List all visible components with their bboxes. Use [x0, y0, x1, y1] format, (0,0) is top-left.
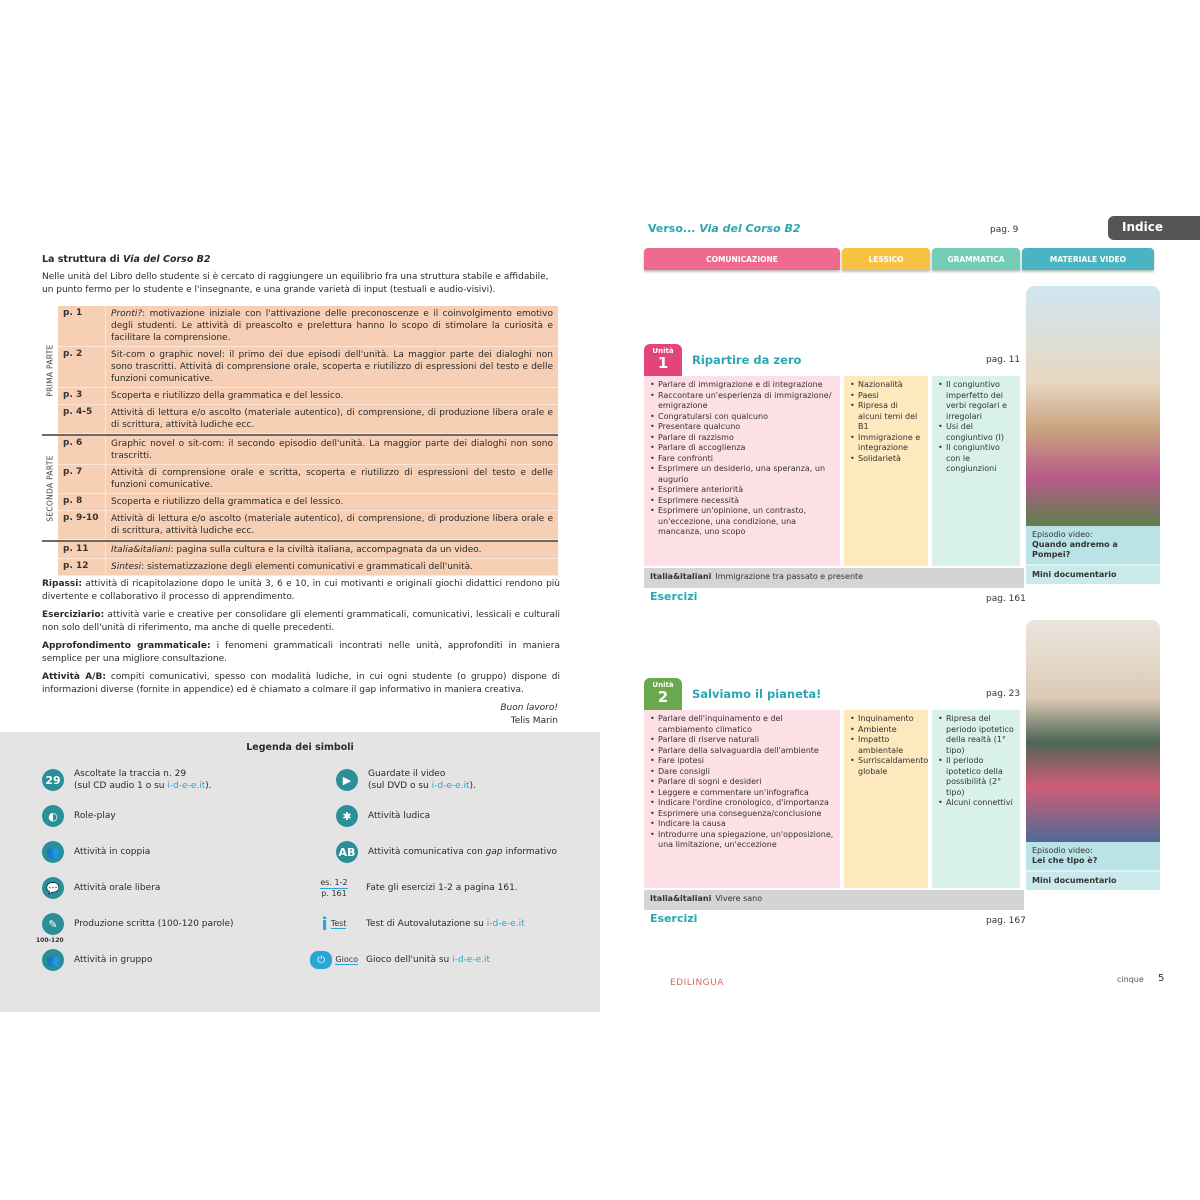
note-paragraph: Ripassi: attività di ricapitolazione dopo le unità 3, 6 e 10, in cui motivanti e originali giochi didattici rendono più divertente e collaborativo il processo di apprendimento.	[42, 579, 560, 602]
grammatica-column	[932, 710, 1020, 888]
column-header-comunicazione: COMUNICAZIONE	[644, 248, 840, 270]
puzzle-icon: ✱	[336, 805, 358, 827]
list-item: • Ambiente	[850, 725, 922, 736]
list-item: • Impatto ambientale	[850, 735, 922, 756]
lessico-column	[844, 710, 928, 888]
legend-item: 👥 Attività in coppia	[42, 834, 234, 870]
list-item: • Esprimere una conseguenza/conclusione	[650, 809, 834, 820]
list-item: • Parlare della salvaguardia dell'ambiente	[650, 746, 834, 757]
legend-item: AB Attività comunicativa con gap informativo	[310, 834, 557, 870]
intro-section	[42, 254, 560, 296]
row-description: Attività di lettura e/o ascolto (materiale autentico), di comprensione, di produzione libera orale e di scrittura, attività ludiche ecc.	[111, 514, 553, 536]
legend-item: 💬 Attività orale libera	[42, 870, 234, 906]
verso-page-ref: pag. 9	[990, 225, 1019, 235]
intro-paragraph: Nelle unità del Libro dello studente si è cercato di raggiungere un equilibrio fra una struttura stabile e affidabile, un punto fermo per lo studente e l'insegnante, e una grande varietà di input (testuali e audio-visivi).	[42, 272, 549, 295]
video-panel-2	[1026, 620, 1160, 890]
row-description: Scoperta e riutilizzo della grammatica e del lessico.	[111, 497, 344, 507]
legend-item: ✎ 100-120 Produzione scritta (100-120 parole)	[42, 906, 234, 942]
notes-section	[42, 578, 560, 727]
list-item: • Il periodo ipotetico della possibilità (2° tipo)	[938, 756, 1014, 798]
table-row	[58, 511, 558, 540]
legend-item: ◐ Role-play	[42, 798, 234, 834]
esercizi-link[interactable]: Esercizi	[650, 590, 698, 603]
pair-activity-icon: 👥	[42, 841, 64, 863]
group-label: SECONDA PARTE	[45, 454, 55, 522]
list-item: • Immigrazione e integrazione	[850, 433, 922, 454]
list-item: • Il congiuntivo imperfetto dei verbi regolari e irregolari	[938, 380, 1014, 422]
list-item: • Solidarietà	[850, 454, 922, 465]
lessico-column	[844, 376, 928, 566]
list-item: • Esprimere anteriorità	[650, 485, 834, 496]
page-number: 5	[1158, 973, 1165, 984]
unit-title[interactable]: Salviamo il pianeta!	[692, 687, 822, 701]
page-ref: p. 3	[58, 388, 106, 404]
page-ref: p. 7	[58, 465, 106, 493]
list-item: • Parlare dell'inquinamento e del cambiamento climatico	[650, 714, 834, 735]
table-row	[58, 465, 558, 494]
list-item: • Leggere e commentare un'infografica	[650, 788, 834, 799]
legend-item: ✱ Attività ludica	[310, 798, 557, 834]
list-item: • Nazionalità	[850, 380, 922, 391]
comunicazione-column	[644, 376, 840, 566]
list-item: • Indicare la causa	[650, 819, 834, 830]
list-item: • Il congiuntivo con le congiunzioni	[938, 443, 1014, 475]
list-item: • Fare ipotesi	[650, 756, 834, 767]
page-ref: p. 8	[58, 494, 106, 510]
list-item: • Usi del congiuntivo (I)	[938, 422, 1014, 443]
list-item: • Indicare l'ordine cronologico, d'importanza	[650, 798, 834, 809]
note-paragraph: Attività A/B: compiti comunicativi, spesso con modalità ludiche, in cui ogni studente (o gruppo) dispone di informazioni diverse (fornite in appendice) ed è chiamato a colmare il gap informativo in maniera creativa.	[42, 672, 561, 695]
table-row	[58, 405, 558, 434]
indice-tab[interactable]: Indice	[1108, 216, 1200, 240]
legend-box	[0, 732, 600, 1012]
video-title[interactable]: Lei che tipo è?	[1032, 856, 1098, 865]
legend-column-left	[36, 762, 234, 978]
unit-page-ref: pag. 23	[986, 689, 1021, 699]
list-item: • Esprimere un desiderio, una speranza, un augurio	[650, 464, 834, 485]
list-item: • Surriscaldamento globale	[850, 756, 922, 777]
website-link[interactable]: i-d-e-e.it	[486, 919, 525, 929]
table-row	[58, 347, 558, 388]
table-row	[58, 494, 558, 511]
list-item: • Paesi	[850, 391, 922, 402]
exercise-ref-icon: $\frac{es. 1-2}{p. 161}$	[320, 877, 348, 898]
page-ref: p. 4-5	[58, 405, 106, 433]
list-item: • Esprimere un'opinione, un contrasto, un'eccezione, una condizione, una mancanza, uno scopo	[650, 506, 834, 538]
website-link[interactable]: i-d-e-e.it	[431, 781, 470, 791]
column-headers	[644, 248, 1156, 270]
legend-item: ⏻ Gioco Gioco dell'unità su i-d-e-e.it	[310, 942, 557, 978]
publisher-logo: EDILINGUA	[670, 978, 724, 988]
table-row	[58, 306, 558, 347]
verso-title: Verso... Via del Corso B2	[648, 222, 801, 235]
list-item: • Raccontare un'esperienza di immigrazione/ emigrazione	[650, 391, 834, 412]
row-description: Sintesi: sistematizzazione degli elementi comunicativi e grammaticali dell'unità.	[111, 562, 474, 572]
comunicazione-column	[644, 710, 840, 888]
signature: Buon lavoro! Telis Marin	[500, 703, 558, 726]
right-page	[600, 0, 1200, 1200]
mini-documentario[interactable]: Mini documentario	[1026, 564, 1160, 584]
list-item: • Parlare di accoglienza	[650, 443, 834, 454]
speech-bubble-icon: 💬	[42, 877, 64, 899]
esercizi-page-ref: pag. 161	[986, 594, 1026, 604]
group-label: PRIMA PARTE	[45, 343, 55, 397]
table-row	[58, 388, 558, 405]
esercizi-page-ref: pag. 167	[986, 916, 1026, 926]
list-item: • Fare confronti	[650, 454, 834, 465]
esercizi-link[interactable]: Esercizi	[650, 912, 698, 925]
legend-item: i Test Test di Autovalutazione su i-d-e-e.it	[310, 906, 557, 942]
page-number-word: cinque	[1117, 975, 1144, 984]
list-item: • Alcuni connettivi	[938, 798, 1014, 809]
table-row	[58, 436, 558, 465]
unit-title[interactable]: Ripartire da zero	[692, 353, 802, 367]
list-item: • Presentare qualcuno	[650, 422, 834, 433]
note-paragraph: Approfondimento grammaticale: i fenomeni grammaticali incontrati nelle unità, approfonditi in maniera semplice per una migliore consultazione.	[42, 641, 560, 664]
legend-item: $\frac{es. 1-2}{p. 161}$ Fate gli esercizi 1-2 a pagina 161.	[310, 870, 557, 906]
list-item: • Introdurre una spiegazione, un'opposizione, una limitazione, un'eccezione	[650, 830, 834, 851]
structure-group	[42, 306, 558, 436]
legend-item: 29 Ascoltate la traccia n. 29 (sul CD audio 1 o su i-d-e-e.it).	[42, 762, 234, 798]
table-row	[58, 542, 558, 559]
page-ref: p. 2	[58, 347, 106, 387]
legend-item: ▶ Guardate il video (sul DVD o su i-d-e-e.it).	[310, 762, 557, 798]
row-description: Pronti?: motivazione iniziale con l'attivazione delle preconoscenze e il coinvolgimento emotivo degli studenti. Le attività di preascolto e prelettura hanno lo scopo di stimolare la curiosità e facilitare la comprensione.	[111, 309, 553, 343]
page-ref: p. 1	[58, 306, 106, 346]
structure-group	[42, 436, 558, 542]
legend-column-right	[310, 762, 557, 978]
video-caption: Episodio video: Lei che tipo è?	[1026, 842, 1160, 870]
list-item: • Parlare di immigrazione e di integrazione	[650, 380, 834, 391]
italia-italiani-bar: Italia&italiani Vivere sano	[644, 890, 1024, 910]
column-header-lessico: LESSICO	[842, 248, 930, 270]
ab-icon: AB	[336, 841, 358, 863]
row-description: Attività di lettura e/o ascolto (materiale autentico), di comprensione, di produzione libera orale e di scrittura, attività ludiche ecc.	[111, 408, 553, 430]
section-title: La struttura di Via del Corso B2	[42, 254, 211, 265]
video-title[interactable]: Quando andremo a Pompei?	[1032, 540, 1118, 559]
list-item: • Parlare di razzismo	[650, 433, 834, 444]
role-play-mask-icon: ◐	[42, 805, 64, 827]
page-ref: p. 9-10	[58, 511, 106, 539]
list-item: • Parlare di sogni e desideri	[650, 777, 834, 788]
row-description: Italia&italiani: pagina sulla cultura e la civiltà italiana, accompagnata da un video.	[111, 545, 482, 555]
episode-image	[1026, 620, 1160, 842]
legend-item: 👥 Attività in gruppo	[42, 942, 234, 978]
mini-documentario[interactable]: Mini documentario	[1026, 870, 1160, 890]
structure-group	[42, 542, 558, 576]
page-ref: p. 6	[58, 436, 106, 464]
column-header-materiale-video: MATERIALE VIDEO	[1022, 248, 1154, 270]
structure-table	[42, 306, 558, 576]
column-header-grammatica: GRAMMATICA	[932, 248, 1020, 270]
table-row	[58, 559, 558, 576]
group-activity-icon: 👥	[42, 949, 64, 971]
episode-image	[1026, 286, 1160, 526]
video-caption: Episodio video: Quando andremo a Pompei?	[1026, 526, 1160, 564]
test-icon: i Test	[321, 913, 347, 935]
list-item: • Ripresa di alcuni temi del B1	[850, 401, 922, 433]
gamepad-icon: ⏻ Gioco	[310, 949, 358, 971]
italia-italiani-bar: Italia&italiani Immigrazione tra passato e presente	[644, 568, 1024, 588]
unit-badge: Unità 1	[644, 344, 682, 376]
website-link[interactable]: i-d-e-e.it	[167, 781, 206, 791]
legend-title: Legenda dei simboli	[246, 742, 354, 753]
website-link[interactable]: i-d-e-e.it	[452, 955, 491, 965]
row-description: Sit-com o graphic novel: il primo dei due episodi dell'unità. La maggior parte dei dialoghi non sono trascritti. Attività di comprensione orale, scoperta e riutilizzo di espressioni del testo e delle funzioni comunicative.	[111, 350, 553, 384]
list-item: • Esprimere necessità	[650, 496, 834, 507]
list-item: • Congratularsi con qualcuno	[650, 412, 834, 423]
list-item: • Inquinamento	[850, 714, 922, 725]
video-panel-1	[1026, 286, 1160, 584]
page-ref: p. 12	[58, 559, 106, 575]
row-description: Attività di comprensione orale e scritta, scoperta e riutilizzo di espressioni del testo e delle funzioni comunicative.	[111, 468, 553, 490]
unit-badge: Unità 2	[644, 678, 682, 710]
list-item: • Dare consigli	[650, 767, 834, 778]
audio-track-icon: 29	[42, 769, 64, 791]
unit-page-ref: pag. 11	[986, 355, 1021, 365]
list-item: • Ripresa del periodo ipotetico della realtà (1° tipo)	[938, 714, 1014, 756]
video-icon: ▶	[336, 769, 358, 791]
grammatica-column	[932, 376, 1020, 566]
page-ref: p. 11	[58, 542, 106, 558]
row-description: Graphic novel o sit-com: il secondo episodio dell'unità. La maggior parte dei dialoghi non sono trascritti.	[111, 439, 553, 461]
pencil-icon: ✎ 100-120	[42, 913, 64, 935]
list-item: • Parlare di riserve naturali	[650, 735, 834, 746]
row-description: Scoperta e riutilizzo della grammatica e del lessico.	[111, 391, 344, 401]
note-paragraph: Eserciziario: attività varie e creative per consolidare gli elementi grammaticali, comunicativi, lessicali e culturali non solo dell'unità di riferimento, ma anche di quelle precedenti.	[42, 610, 560, 633]
